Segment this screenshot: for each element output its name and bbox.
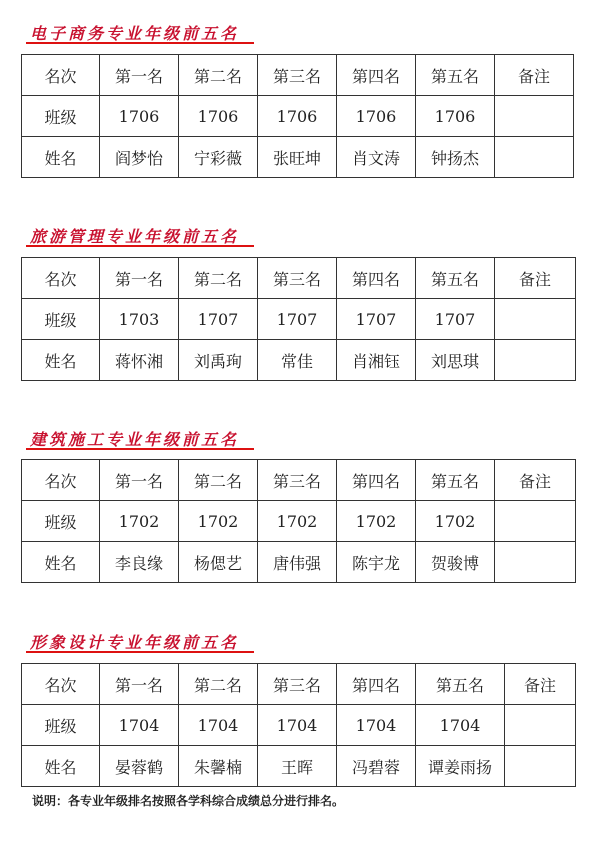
section-title: 旅游管理专业年级前五名 [30,227,240,246]
title-underline [26,245,254,247]
name-cell: 刘禹珣 [179,340,258,381]
header-cell: 名次 [22,460,100,501]
class-cell: 1704 [337,705,416,746]
class-row [22,96,574,137]
footnote: 说明：各专业年级排名按照各学科综合成绩总分进行排名。 [32,794,345,808]
title-underline [26,651,254,653]
remark-cell [495,340,576,381]
remark-cell [495,137,574,178]
name-row [22,340,576,381]
header-cell: 名次 [22,664,100,705]
name-cell: 宁彩薇 [179,137,258,178]
class-cell: 1702 [416,501,495,542]
class-row [22,501,576,542]
name-cell: 谭姜雨扬 [416,746,505,787]
class-row [22,299,576,340]
class-cell: 1702 [258,501,337,542]
class-cell: 1704 [258,705,337,746]
header-cell: 第一名 [100,55,179,96]
name-row [22,746,576,787]
row-label: 班级 [22,705,100,746]
remark-cell [495,542,576,583]
header-cell: 第二名 [179,258,258,299]
section-title: 电子商务专业年级前五名 [30,24,240,43]
section-title: 建筑施工专业年级前五名 [30,430,240,449]
name-cell: 陈宇龙 [337,542,416,583]
name-cell: 冯碧蓉 [337,746,416,787]
section-title: 形象设计专业年级前五名 [30,633,240,652]
row-label: 班级 [22,96,100,137]
ranking-table [21,459,576,583]
class-cell: 1704 [100,705,179,746]
row-label: 姓名 [22,340,100,381]
header-cell: 第五名 [416,664,505,705]
header-row [22,55,574,96]
name-cell: 杨偲艺 [179,542,258,583]
ranking-table [21,663,576,787]
class-cell: 1706 [179,96,258,137]
ranking-table [21,54,574,178]
name-cell: 王晖 [258,746,337,787]
name-row [22,542,576,583]
row-label: 班级 [22,501,100,542]
class-cell: 1702 [179,501,258,542]
header-cell: 第一名 [100,258,179,299]
name-cell: 钟扬杰 [416,137,495,178]
header-cell: 备注 [495,258,576,299]
name-cell: 李良缘 [100,542,179,583]
name-cell: 晏蓉鹤 [100,746,179,787]
header-cell: 第四名 [337,460,416,501]
title-underline [26,448,254,450]
header-cell: 第四名 [337,55,416,96]
row-label: 姓名 [22,746,100,787]
class-cell: 1703 [100,299,179,340]
class-cell: 1707 [258,299,337,340]
row-label: 班级 [22,299,100,340]
name-cell: 朱馨楠 [179,746,258,787]
class-cell: 1707 [416,299,495,340]
remark-cell [505,705,576,746]
header-cell: 第三名 [258,55,337,96]
header-row [22,664,576,705]
header-cell: 第五名 [416,55,495,96]
remark-cell [495,299,576,340]
header-cell: 第三名 [258,664,337,705]
name-cell: 肖湘钰 [337,340,416,381]
name-cell: 蒋怀湘 [100,340,179,381]
class-cell: 1702 [337,501,416,542]
header-cell: 第四名 [337,258,416,299]
remark-cell [495,501,576,542]
header-cell: 第三名 [258,258,337,299]
class-cell: 1706 [100,96,179,137]
row-label: 姓名 [22,137,100,178]
header-row [22,460,576,501]
class-cell: 1704 [416,705,505,746]
header-cell: 名次 [22,258,100,299]
header-row [22,258,576,299]
header-cell: 第五名 [416,258,495,299]
class-cell: 1704 [179,705,258,746]
header-cell: 备注 [495,460,576,501]
remark-cell [495,96,574,137]
name-cell: 常佳 [258,340,337,381]
name-cell: 肖文涛 [337,137,416,178]
class-cell: 1707 [337,299,416,340]
header-cell: 第二名 [179,460,258,501]
header-cell: 名次 [22,55,100,96]
header-cell: 第四名 [337,664,416,705]
name-cell: 刘思琪 [416,340,495,381]
row-label: 姓名 [22,542,100,583]
header-cell: 第二名 [179,664,258,705]
name-cell: 贺骏博 [416,542,495,583]
header-cell: 第一名 [100,460,179,501]
name-cell: 唐伟强 [258,542,337,583]
header-cell: 第二名 [179,55,258,96]
header-cell: 第五名 [416,460,495,501]
header-cell: 备注 [495,55,574,96]
class-cell: 1706 [416,96,495,137]
header-cell: 备注 [505,664,576,705]
name-cell: 张旺坤 [258,137,337,178]
class-cell: 1707 [179,299,258,340]
name-row [22,137,574,178]
class-cell: 1702 [100,501,179,542]
ranking-table [21,257,576,381]
title-underline [26,42,254,44]
class-row [22,705,576,746]
remark-cell [505,746,576,787]
name-cell: 阎梦怡 [100,137,179,178]
class-cell: 1706 [258,96,337,137]
class-cell: 1706 [337,96,416,137]
header-cell: 第三名 [258,460,337,501]
header-cell: 第一名 [100,664,179,705]
